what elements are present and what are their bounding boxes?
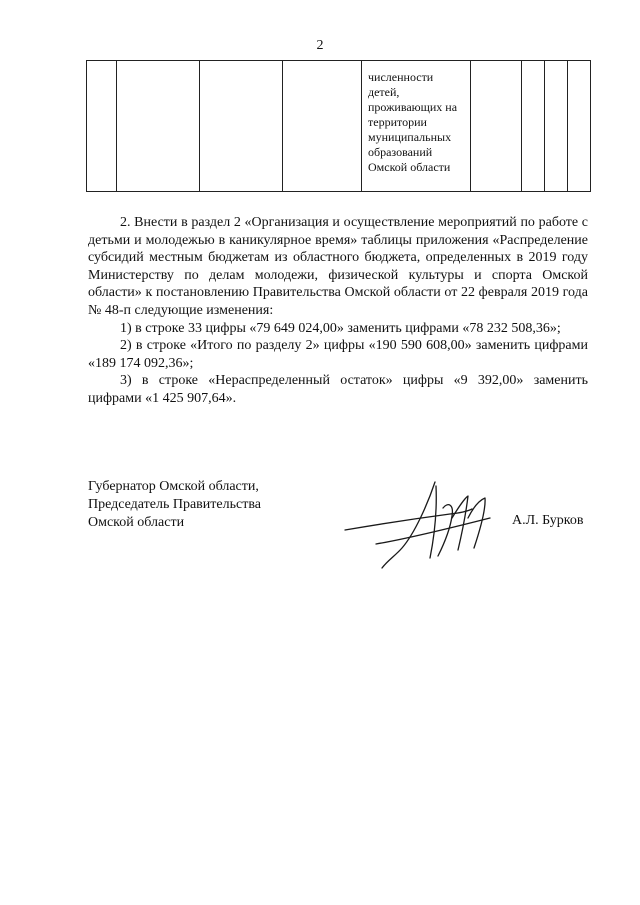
table-cell <box>471 61 522 192</box>
table-cell <box>283 61 362 192</box>
paragraph-item-1: 1) в строке 33 цифры «79 649 024,00» заменить цифрами «78 232 508,36»; <box>120 320 561 336</box>
page-number: 2 <box>316 38 324 53</box>
handwritten-signature <box>340 478 510 578</box>
table-row <box>87 61 591 192</box>
table-cell <box>87 61 117 192</box>
table-cell <box>545 61 568 192</box>
signatory-name: А.Л. Бурков <box>512 513 584 528</box>
paragraph-main: 2. Внести в раздел 2 «Организация и осуществление мероприятий по работе с детьми и молодежью в каникулярное время» таблицы приложения «Распределение субсидий местным бюджетам из областного бюджета, определенных в 2019 году Министерству по делам молодежи, физической культуры и спорта Омской области» к постановлению Правительства Омской области от 22 февраля 2019 года № 48-п следующие изменения: <box>88 215 588 318</box>
amendment-text <box>88 214 588 408</box>
table-cell-text: численности детей, проживающих на территории муниципальных образований Омской области <box>368 70 458 174</box>
table-cell <box>522 61 545 192</box>
paragraph-item-3: 3) в строке «Нераспределенный остаток» цифры «9 392,00» заменить цифрами «1 425 907,64». <box>88 373 588 406</box>
table-cell <box>200 61 283 192</box>
paragraph-item-2: 2) в строке «Итого по разделу 2» цифры «190 590 608,00» заменить цифрами «189 174 092,36»; <box>88 338 588 371</box>
signatory-title-line: Губернатор Омской области, <box>88 479 259 494</box>
table-fragment <box>86 60 590 192</box>
signatory-title-line: Омской области <box>88 514 185 530</box>
subsidy-table <box>86 60 591 192</box>
table-cell <box>117 61 200 192</box>
signatory-title <box>88 478 261 531</box>
table-cell-description <box>362 61 471 192</box>
signatory-title-line: Председатель Правительства <box>88 496 261 512</box>
table-cell <box>568 61 591 192</box>
